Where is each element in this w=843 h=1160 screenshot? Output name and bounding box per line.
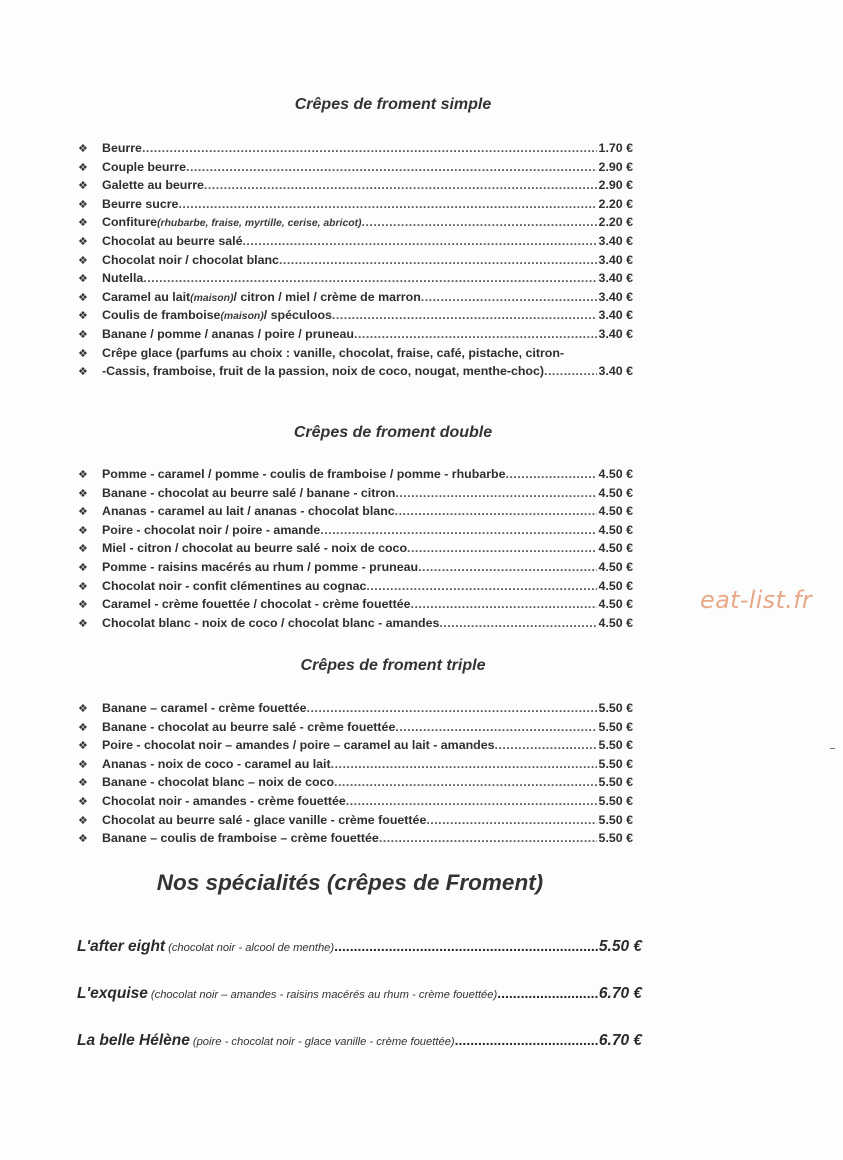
dot-leader — [418, 560, 596, 574]
diamond-bullet-icon: ❖ — [78, 198, 88, 211]
menu-item-note: (maison) — [220, 311, 264, 323]
dot-leader — [178, 197, 596, 211]
dot-leader — [204, 178, 597, 192]
dot-leader — [455, 1032, 598, 1048]
menu-item-label: Couple beurre — [102, 159, 186, 174]
menu-item — [78, 579, 633, 598]
menu-item-price: 2.20 € — [598, 196, 633, 211]
dot-leader — [426, 813, 596, 827]
diamond-bullet-icon: ❖ — [78, 721, 88, 734]
menu-item-label: Chocolat au beurre salé — [102, 233, 243, 248]
menu-item-price: 2.20 € — [598, 215, 633, 230]
menu-item-price: 5.50 € — [598, 719, 633, 734]
menu-item — [78, 197, 633, 216]
menu-item-label-continued: / spéculoos — [263, 308, 332, 323]
menu-item-price: 3.40 € — [598, 364, 633, 379]
menu-item-label: Nutella — [102, 271, 144, 286]
menu-item-label: Galette au beurre — [102, 178, 204, 193]
dot-leader — [506, 467, 597, 481]
specialty-name: L'exquise — [77, 985, 148, 1002]
menu-item — [78, 215, 633, 234]
menu-item-label: Beurre sucre — [102, 196, 179, 211]
menu-item-label: -Cassis, framboise, fruit de la passion, noix de coco, nougat, menthe-choc) — [102, 364, 545, 379]
dot-leader — [544, 364, 597, 378]
dot-leader — [495, 738, 597, 752]
menu-item-label: Pomme - caramel / pomme - coulis de framboise / pomme - rhubarbe — [102, 467, 506, 481]
dot-leader — [320, 523, 596, 537]
menu-item-label: Ananas - caramel au lait / ananas - chocolat blanc — [102, 504, 395, 519]
diamond-bullet-icon: ❖ — [78, 310, 88, 323]
menu-list-double — [78, 467, 633, 634]
menu-item-label: Caramel au lait — [102, 289, 191, 304]
menu-item-price: 5.50 € — [598, 701, 633, 715]
menu-item-label: Banane – caramel - crème fouettée — [102, 701, 307, 715]
menu-item-label: Poire - chocolat noir / poire - amande — [102, 522, 321, 537]
dot-leader — [346, 794, 597, 808]
specialty-price: 6.70 € — [598, 985, 642, 1002]
specialties-title: Nos spécialités (crêpes de Froment) — [156, 870, 544, 895]
diamond-bullet-icon: ❖ — [78, 833, 88, 846]
menu-item-label-continued: / citron / miel / crème de marron — [233, 289, 421, 304]
menu-item-label: Chocolat noir / chocolat blanc — [102, 252, 279, 267]
specialty-description: (poire - chocolat noir - glace vanille - crème fouettée) — [192, 1036, 455, 1048]
menu-item — [78, 701, 633, 720]
menu-item — [78, 831, 633, 850]
diamond-bullet-icon: ❖ — [78, 524, 88, 537]
menu-item — [78, 253, 633, 272]
diamond-bullet-icon: ❖ — [78, 161, 88, 174]
diamond-bullet-icon: ❖ — [78, 469, 88, 481]
dot-leader — [334, 775, 597, 789]
menu-item-price: 3.40 € — [598, 289, 633, 304]
specialty-price: 6.70 € — [598, 1032, 642, 1049]
menu-item-price: 4.50 € — [598, 578, 633, 593]
menu-item — [78, 757, 633, 776]
menu-item — [78, 813, 633, 832]
diamond-bullet-icon: ❖ — [78, 217, 88, 230]
diamond-bullet-icon: ❖ — [78, 180, 88, 193]
menu-item — [78, 364, 633, 383]
menu-item-label: Chocolat blanc - noix de coco / chocolat blanc - amandes — [102, 615, 440, 630]
menu-item — [78, 467, 633, 486]
menu-item-label: Crêpe glace (parfums au choix : vanille, chocolat, fraise, café, pistache, citron- — [102, 345, 565, 360]
dot-leader — [354, 327, 597, 341]
menu-item-price: 4.50 € — [598, 504, 633, 519]
diamond-bullet-icon: ❖ — [78, 291, 88, 304]
menu-item-label: Banane - chocolat au beurre salé / banane - citron — [102, 485, 396, 500]
diamond-bullet-icon: ❖ — [78, 758, 88, 771]
scan-speck — [830, 748, 835, 749]
menu-item-label: Confiture — [102, 215, 158, 230]
diamond-bullet-icon: ❖ — [78, 703, 88, 715]
menu-item-price: 5.50 € — [598, 812, 633, 827]
menu-item-label: Beurre — [102, 141, 142, 155]
menu-item — [78, 308, 633, 327]
dot-leader — [497, 985, 598, 1001]
diamond-bullet-icon: ❖ — [78, 777, 88, 790]
menu-list-triple — [78, 701, 633, 850]
specialty-description: (chocolat noir - alcool de menthe) — [168, 942, 335, 954]
menu-item-label: Banane – coulis de framboise – crème fouettée — [102, 831, 379, 846]
specialty-item — [77, 985, 642, 1003]
menu-item — [78, 234, 633, 253]
menu-item-price: 5.50 € — [598, 831, 633, 846]
specialty-name: La belle Hélène — [77, 1032, 190, 1049]
menu-item — [78, 794, 633, 813]
diamond-bullet-icon: ❖ — [78, 814, 88, 827]
menu-item-label: Chocolat noir - confit clémentines au cognac — [102, 578, 367, 593]
diamond-bullet-icon: ❖ — [78, 328, 88, 341]
menu-item-price: 3.40 € — [598, 308, 633, 323]
menu-item-label: Banane - chocolat au beurre salé - crème fouettée — [102, 719, 396, 734]
menu-item-price: 3.40 € — [598, 252, 633, 267]
menu-item-label: Miel - citron / chocolat au beurre salé - noix de coco — [102, 541, 408, 556]
diamond-bullet-icon: ❖ — [78, 580, 88, 593]
menu-item-price: 2.90 € — [598, 159, 633, 174]
menu-item-label: Banane - chocolat blanc – noix de coco — [102, 775, 335, 790]
menu-item — [78, 141, 633, 160]
menu-item-label: Coulis de framboise — [102, 308, 221, 323]
menu-item-price: 1.70 € — [598, 141, 633, 155]
menu-item-price: 4.50 € — [598, 597, 633, 612]
specialty-item — [77, 938, 642, 956]
dot-leader — [331, 757, 597, 771]
menu-item-label: Poire - chocolat noir – amandes / poire – caramel au lait - amandes — [102, 738, 495, 753]
dot-leader — [366, 579, 596, 593]
specialty-description: (chocolat noir – amandes - raisins macérés au rhum - crème fouettée) — [150, 989, 498, 1001]
menu-item-price: 3.40 € — [598, 233, 633, 248]
diamond-bullet-icon: ❖ — [78, 235, 88, 248]
menu-item-price: 5.50 € — [598, 793, 633, 808]
watermark-logo: eat-list.fr — [700, 586, 813, 614]
menu-item-note: (rhubarbe, fraise, myrtille, cerise, abricot) — [157, 218, 362, 230]
menu-item — [78, 597, 633, 616]
diamond-bullet-icon: ❖ — [78, 740, 88, 753]
dot-leader — [395, 486, 596, 500]
menu-item — [78, 504, 633, 523]
menu-item-price: 2.90 € — [598, 178, 633, 193]
menu-item — [78, 346, 633, 365]
menu-list-simple — [78, 141, 633, 383]
dot-leader — [407, 541, 597, 555]
dot-leader — [395, 504, 597, 518]
dot-leader — [307, 701, 597, 715]
menu-item-label: Pomme - raisins macérés au rhum / pomme - pruneau — [102, 559, 419, 574]
dot-leader — [142, 141, 597, 155]
menu-item-price: 5.50 € — [598, 775, 633, 790]
dot-leader — [332, 308, 597, 322]
diamond-bullet-icon: ❖ — [78, 795, 88, 808]
menu-item — [78, 560, 633, 579]
menu-item — [78, 775, 633, 794]
menu-item-price: 3.40 € — [598, 271, 633, 286]
diamond-bullet-icon: ❖ — [78, 506, 88, 519]
dot-leader — [143, 271, 596, 285]
specialty-price: 5.50 € — [598, 938, 642, 955]
menu-item-price: 4.50 € — [598, 559, 633, 574]
menu-item — [78, 720, 633, 739]
menu-item-price: 4.50 € — [598, 615, 633, 630]
menu-item — [78, 523, 633, 542]
menu-item-price: 4.50 € — [598, 485, 633, 500]
diamond-bullet-icon: ❖ — [78, 617, 88, 630]
section-title-simple: Crêpes de froment simple — [294, 96, 492, 113]
diamond-bullet-icon: ❖ — [78, 366, 88, 379]
dot-leader — [421, 290, 597, 304]
diamond-bullet-icon: ❖ — [78, 599, 88, 612]
menu-item-label: Caramel - crème fouettée / chocolat - crème fouettée — [102, 597, 411, 612]
menu-item — [78, 541, 633, 560]
diamond-bullet-icon: ❖ — [78, 143, 88, 155]
menu-item-price: 5.50 € — [598, 756, 633, 771]
diamond-bullet-icon: ❖ — [78, 273, 88, 286]
menu-item — [78, 178, 633, 197]
menu-item — [78, 271, 633, 290]
specialty-name: L'after eight — [77, 938, 166, 955]
dot-leader — [411, 597, 597, 611]
dot-leader — [362, 215, 597, 229]
menu-item-label: Banane / pomme / ananas / poire / pruneau — [102, 326, 355, 341]
menu-item-label: Ananas - noix de coco - caramel au lait — [102, 756, 331, 771]
dot-leader — [395, 720, 596, 734]
section-title-triple: Crêpes de froment triple — [300, 657, 486, 674]
dot-leader — [439, 616, 596, 630]
dot-leader — [186, 160, 597, 174]
menu-item-price: 4.50 € — [598, 522, 633, 537]
menu-item-price: 3.40 € — [598, 326, 633, 341]
diamond-bullet-icon: ❖ — [78, 347, 88, 360]
menu-item-price: 4.50 € — [598, 467, 633, 481]
specialty-item — [77, 1032, 642, 1050]
dot-leader — [379, 831, 597, 845]
diamond-bullet-icon: ❖ — [78, 543, 88, 556]
menu-item-price: 5.50 € — [598, 738, 633, 753]
diamond-bullet-icon: ❖ — [78, 487, 88, 500]
menu-item — [78, 327, 633, 346]
dot-leader — [334, 938, 598, 954]
menu-item-label: Chocolat noir - amandes - crème fouettée — [102, 793, 346, 808]
menu-item — [78, 738, 633, 757]
section-title-double: Crêpes de froment double — [293, 424, 493, 441]
menu-item-price: 4.50 € — [598, 541, 633, 556]
menu-item — [78, 486, 633, 505]
menu-item — [78, 616, 633, 635]
dot-leader — [242, 234, 596, 248]
menu-item-label: Chocolat au beurre salé - glace vanille - crème fouettée — [102, 812, 427, 827]
dot-leader — [279, 253, 597, 267]
diamond-bullet-icon: ❖ — [78, 254, 88, 267]
menu-item-note: (maison) — [190, 292, 234, 304]
menu-item — [78, 160, 633, 179]
menu-item — [78, 290, 633, 309]
diamond-bullet-icon: ❖ — [78, 561, 88, 574]
